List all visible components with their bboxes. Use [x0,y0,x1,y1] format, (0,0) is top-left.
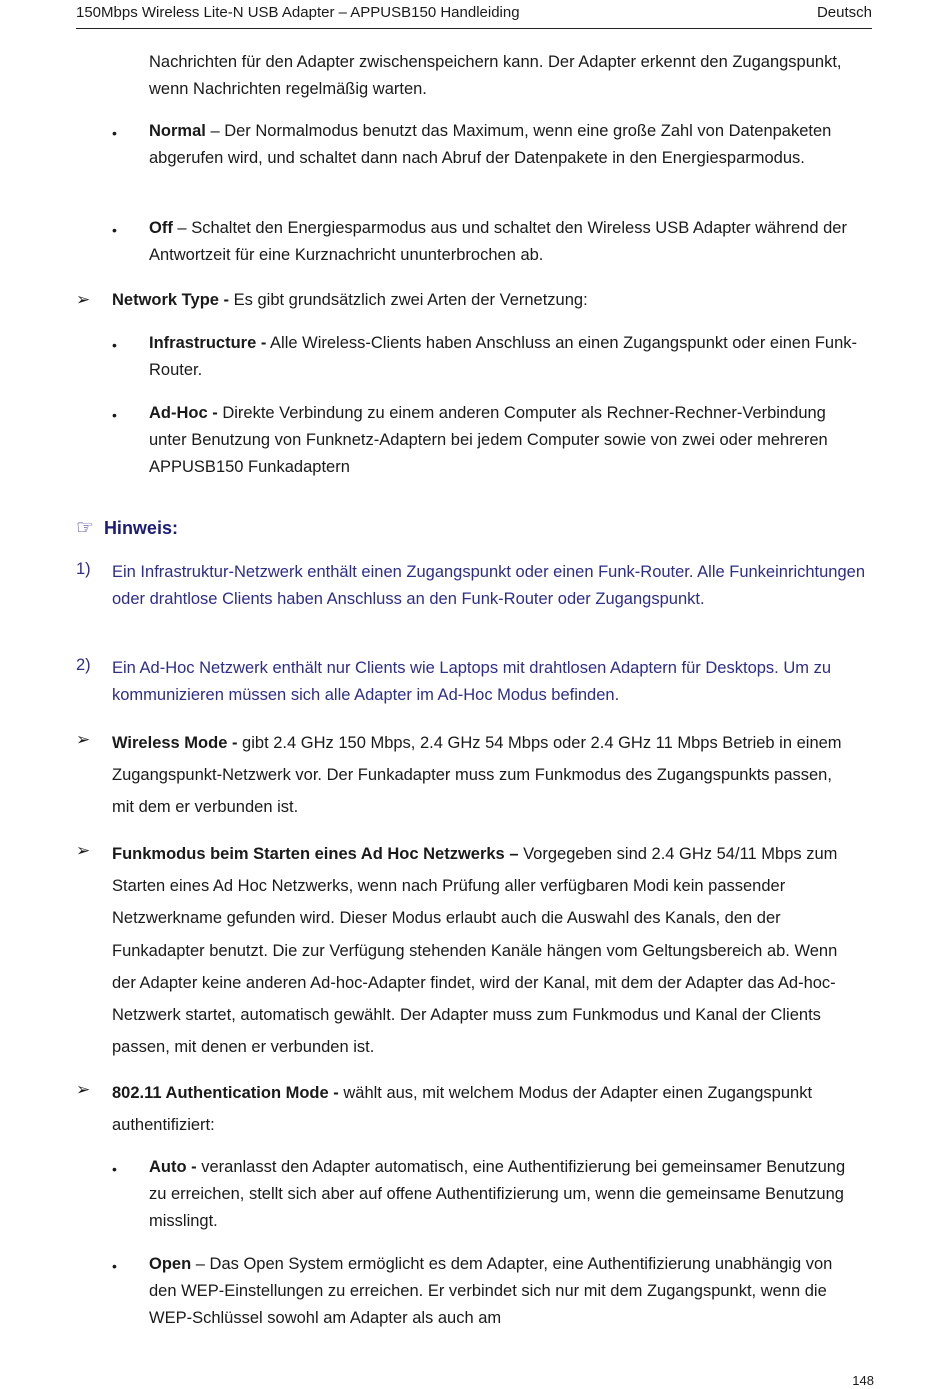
page-number: 148 [852,1373,874,1388]
note-number: 1) [76,560,91,578]
bullet-marker: • [112,407,117,423]
document-title: 150Mbps Wireless Lite-N USB Adapter – APPUSB150 Handleiding [76,4,520,21]
bullet-marker: • [112,222,117,238]
arrow-bullet-icon: ➢ [76,841,91,860]
auth-mode-section: 802.11 Authentication Mode - wählt aus, mit welchem Modus der Adapter einen Zugangspunkt authentifiziert: [112,1084,813,1134]
note-heading: ☞ Hinweis: [76,517,178,539]
bullet-marker: • [112,1258,117,1274]
note-item-2: Ein Ad-Hoc Netzwerk enthält nur Clients wie Laptops mit drahtlosen Adaptern für Desktops. Um zu kommunizieren müssen sich alle Adapter im Ad-Hoc Modus befinden. [112,659,832,704]
bullet-infrastructure: Infrastructure - Alle Wireless-Clients haben Anschluss an einen Zugangspunkt oder einen Funk-Router. [149,334,858,379]
arrow-bullet-icon: ➢ [76,290,91,309]
term: Off [149,219,173,237]
network-type-heading: Network Type - Es gibt grundsätzlich zwei Arten der Vernetzung: [112,291,588,309]
bullet-normal: Normal – Der Normalmodus benutzt das Maximum, wenn eine große Zahl von Datenpaketen abgerufen wird, und schaltet dann nach Abruf der Datenpakete in den Energiesparmodus. [149,122,832,167]
arrow-bullet-icon: ➢ [76,1080,91,1099]
bullet-marker: • [112,337,117,353]
header-language: Deutsch [816,4,872,21]
description: Schaltet den Energiesparmodus aus und schaltet den Wireless USB Adapter während der Antwortzeit für eine Kurznachricht ununterbrochen ab. [149,219,847,264]
bullet-adhoc: Ad-Hoc - Direkte Verbindung zu einem anderen Computer als Rechner-Rechner-Verbindung unter Benutzung von Funknetz-Adaptern bei jedem Computer sowie von zwei oder mehreren APPUSB150 Funkadaptern [149,404,828,476]
description: Der Normalmodus benutzt das Maximum, wenn eine große Zahl von Datenpaketen abgerufen wird, und schaltet dann nach Abruf der Datenpakete in den Energiesparmodus. [149,122,832,167]
bullet-marker: • [112,125,117,141]
note-number: 2) [76,656,91,674]
wireless-mode-section: Wireless Mode - gibt 2.4 GHz 150 Mbps, 2.4 GHz 54 Mbps oder 2.4 GHz 11 Mbps Betrieb in einem Zugangspunkt-Netzwerk vor. Der Funkadapter muss zum Funkmodus des Zugangspunkts passen, mit dem er verbunden ist. [112,734,842,816]
continuation-paragraph: Nachrichten für den Adapter zwischenspeichern kann. Der Adapter erkennt den Zugangspunkt, wenn Nachrichten regelmäßig warten. [149,53,842,98]
pointing-hand-icon: ☞ [76,517,94,539]
page-header [76,2,872,29]
bullet-open: Open – Das Open System ermöglicht es dem Adapter, eine Authentifizierung unabhängig von den WEP-Einstellungen zu erreichen. Er verbindet sich nur mit dem Zugangspunkt, wenn die WEP-Schlüssel sowohl am Adapter als auch am [149,1255,833,1327]
adhoc-start-section: Funkmodus beim Starten eines Ad Hoc Netzwerks – Vorgegeben sind 2.4 GHz 54/11 Mbps zum Starten eines Ad Hoc Netzwerks, wenn nach Prüfung aller verfügbaren Modi kein passender Netzwerkname gefunden wird. Dieser Modus erlaubt auch die Auswahl des Kanals, den der Funkadapter benutzt. Die zur Verfügung stehenden Kanäle hängen vom Geltungsbereich ab. Wenn der Adapter keine anderen Ad-hoc-Adapter findet, wird der Kanal, mit dem der Adapter das Ad-hoc-Netzwerk startet, automatisch gewählt. Der Adapter muss zum Funkmodus und Kanal der Clients passen, mit denen er verbunden ist. [112,845,838,1057]
bullet-marker: • [112,1161,117,1177]
bullet-auto: Auto - veranlasst den Adapter automatisch, eine Authentifizierung bei gemeinsamer Benutzung zu erreichen, stellt sich aber auf offene Authentifizierung um, wenn die gemeinsame Benutzung misslingt. [149,1158,846,1230]
bullet-off: Off – Schaltet den Energiesparmodus aus und schaltet den Wireless USB Adapter während der Antwortzeit für eine Kurznachricht ununterbrochen ab. [149,219,847,264]
term: Normal [149,122,206,140]
arrow-bullet-icon: ➢ [76,730,91,749]
note-item-1: Ein Infrastruktur-Netzwerk enthält einen Zugangspunkt oder einen Funk-Router. Alle Funkeinrichtungen oder drahtlose Clients haben Anschluss an den Funk-Router oder Zugangspunkt. [112,563,866,608]
